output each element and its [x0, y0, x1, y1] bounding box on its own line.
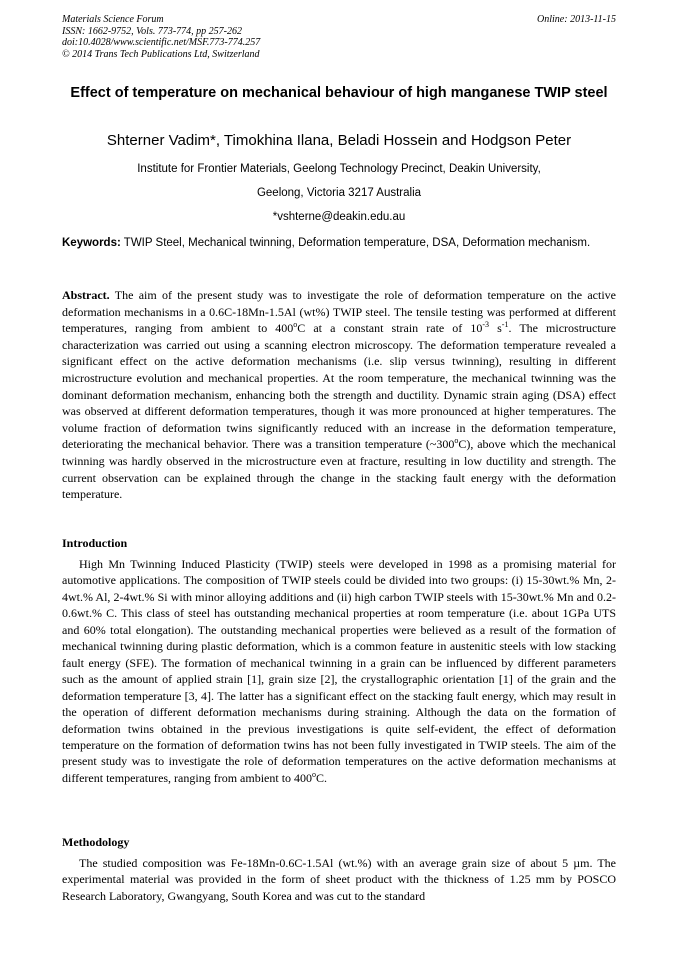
paper-title: Effect of temperature on mechanical behaviour of high manganese TWIP steel	[70, 85, 608, 101]
methodology-heading: Methodology	[62, 835, 130, 849]
abstract-text-5: C), above which the mechanical twinning was hardly observed in the microstructure even at fracture, resulting in low ductility and strength. The current observation can be explained through the change in the stacking fault energy with the deformation temperature.	[62, 437, 616, 502]
affiliation	[62, 157, 616, 229]
online-date: Online: 2013-11-15	[537, 14, 616, 25]
journal-issn: ISSN: 1662-9752, Vols. 773-774, pp 257-262	[62, 25, 242, 37]
abstract-sup-1: o	[293, 320, 298, 330]
keywords-label: Keywords:	[62, 237, 121, 249]
author-email: *vshterne@deakin.edu.au	[272, 211, 406, 223]
abstract-text-4: . The microstructure characterization was carried out using a scanning electron microscopy. The deformation temperature revealed a significant effect on the active deformation mechanisms (i.e. slip versus twinning), resulting in different microstructure evolution and mechanical properties. At the room temperature, the mechanical twinning was the dominant deformation mechanism, enhancing both the strength and ductility. Dynamic strain aging (DSA) effect was observed at different deformation temperatures, though it was more pronounced at higher temperatures. The volume fraction of deformation twins significantly reduced with an increase in the deformation temperature, deteriorating the mechanical behavior. There was a transition temperature (~300	[62, 321, 617, 452]
introduction-text-2: C.	[316, 770, 328, 785]
abstract-sup-4: o	[454, 436, 459, 446]
affiliation-line-2: Geelong, Victoria 3217 Australia	[256, 187, 422, 199]
abstract-sup-2: -3	[482, 320, 490, 330]
journal-header	[62, 14, 616, 60]
keywords-text: TWIP Steel, Mechanical twinning, Deformation temperature, DSA, Deformation mechanism.	[123, 237, 591, 249]
journal-info	[62, 14, 260, 60]
introduction-paragraph	[62, 556, 616, 786]
introduction-heading: Introduction	[62, 536, 128, 550]
affiliation-line-1: Institute for Frontier Materials, Geelong Technology Precinct, Deakin University,	[137, 163, 541, 175]
introduction-sup-1: o	[312, 769, 317, 779]
journal-doi: doi:10.4028/www.scientific.net/MSF.773-774.257	[62, 37, 261, 48]
journal-name: Materials Science Forum	[62, 14, 164, 25]
abstract-section	[62, 287, 616, 503]
abstract-label: Abstract.	[62, 288, 110, 302]
abstract-sup-3: -1	[501, 320, 509, 330]
journal-copyright: © 2014 Trans Tech Publications Ltd, Switzerland	[62, 48, 260, 60]
abstract-text-3: s	[489, 321, 502, 336]
abstract-text-1: The aim of the present study was to investigate the role of deformation temperature on the active deformation mechanisms in a 0.6C-18Mn-1.5Al (wt%) TWIP steel. The tensile testing was performed at different temperatures, ranging from ambient to 400	[62, 288, 616, 336]
keywords-section	[62, 235, 616, 251]
methodology-paragraph: The studied composition was Fe-18Mn-0.6C-1.5Al (wt.%) with an average grain size of about 5 µm. The experimental material was provided in the form of sheet product with the thickness of 1.25 mm by POSCO Research Laboratory, Gwangyang, South Korea and was cut to the standard	[62, 856, 616, 903]
paper-authors: Shterner Vadim*, Timokhina Ilana, Beladi Hossein and Hodgson Peter	[106, 132, 572, 149]
introduction-text-1: High Mn Twinning Induced Plasticity (TWIP) steels were developed in 1998 as a promising material for automotive applications. The composition of TWIP steels could be divided into two groups: (i) 15-30wt.% Mn, 2-4wt.% Al, 2-4wt.% Si with minor alloying additions and (ii) high carbon TWIP steels with 15-30wt.% Mn and 0.2-0.6wt.% C. This class of steel has outstanding mechanical properties at room temperature (i.e. about 1GPa UTS and 60% total elongation). The outstanding mechanical properties were believed as a result of the formation of mechanical twinning during plastic deformation, which is a common feature in austenitic steels with low stacking fault energy (SFE). The formation of mechanical twinning in a grain can be influenced by different parameters such as the amount of applied strain [1], grain size [2], the crystallographic orientation [1] of the grain and the deformation temperature [3, 4]. The latter has a significant effect on the stacking fault energy, which may result in the operation of different deformation mechanisms during straining. Although the data on the formation of deformation twins obtained in the previous investigations is quite self-evident, the effect of deformation temperature on the formation of deformation twins has not been fully investigated in TWIP steels. The aim of the present study was to investigate the role of deformation temperatures on the active deformation mechanisms at different temperatures, ranging from ambient to 400	[62, 557, 616, 785]
abstract-text-2: C at a constant strain rate of 10	[297, 321, 483, 336]
